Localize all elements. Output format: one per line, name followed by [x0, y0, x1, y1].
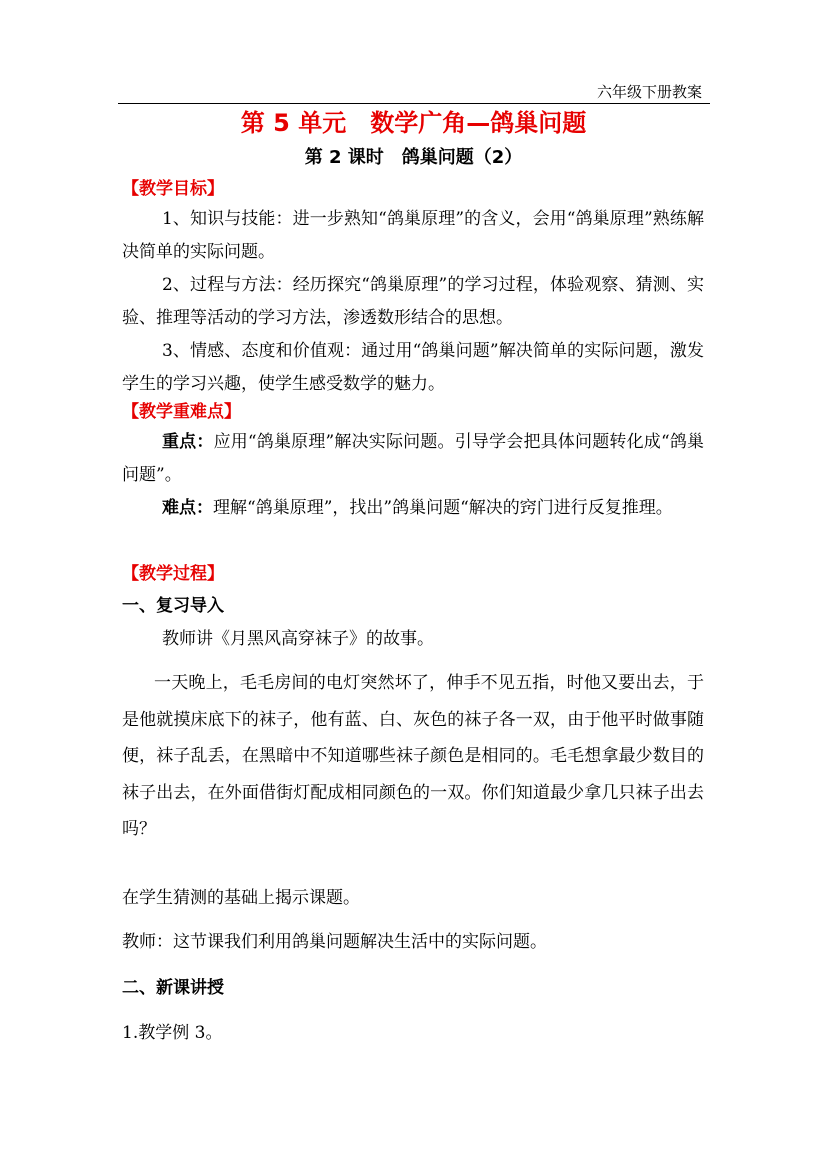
goal-item-2: 2、过程与方法：经历探究“鸽巢原理”的学习过程，体验观察、猜测、实验、推理等活动的学习方法，渗透数形结合的思想。 [122, 275, 704, 328]
teacher-line: 教师：这节课我们利用鸽巢问题解决生活中的实际问题。 [122, 932, 547, 952]
review-heading: 一、复习导入 [122, 596, 224, 616]
goal-item-3: 3、情感、态度和价值观：通过用“鸽巢问题”解决简单的实际问题，激发学生的学习兴趣，使学生感受数学的魅力。 [122, 341, 704, 394]
running-header: 六年级下册教案 [596, 83, 702, 101]
difficult-point-paragraph [122, 492, 704, 525]
goals-heading: 【教学目标】 [122, 179, 224, 199]
goal-item-1: 1、知识与技能：进一步熟知“鸽巢原理”的含义，会用“鸽巢原理”熟练解决简单的实际问题。 [122, 209, 704, 262]
difficult-point-text: 理解“鸽巢原理”，找出”鸽巢问题“解决的窍门进行反复推理。 [213, 498, 673, 518]
key-point-paragraph [122, 426, 704, 492]
unit-title: 第 5 单元 数学广角—鸽巢问题 [240, 109, 587, 137]
keypoints-heading: 【教学重难点】 [122, 402, 241, 422]
story-paragraph: 一天晚上，毛毛房间的电灯突然坏了，伸手不见五指，时他又要出去，于是他就摸床底下的袜子，他有蓝、白、灰色的袜子各一双，由于他平时做事随便，袜子乱丢，在黑暗中不知道哪些袜子颜色是相同的。毛毛想拿最少数目的袜子出去，在外面借街灯配成相同颜色的一双。你们知道最少拿几只袜子出去吗？ [122, 673, 704, 839]
difficult-point-label: 难点： [162, 498, 213, 518]
key-point-text: 应用“鸽巢原理”解决实际问题。引导学会把具体问题转化成“鸽巢问题”。 [122, 432, 705, 485]
lesson-subtitle: 第 2 课时 鸽巢问题（2） [304, 147, 523, 168]
example-line: 1.教学例 3。 [122, 1023, 223, 1043]
reveal-topic-line: 在学生猜测的基础上揭示课题。 [122, 888, 360, 908]
story-intro: 教师讲《月黑风高穿袜子》的故事。 [162, 629, 434, 649]
key-point-label: 重点： [162, 432, 214, 452]
header-rule [118, 103, 710, 104]
new-lesson-heading: 二、新课讲授 [122, 978, 224, 998]
process-heading: 【教学过程】 [122, 564, 224, 584]
